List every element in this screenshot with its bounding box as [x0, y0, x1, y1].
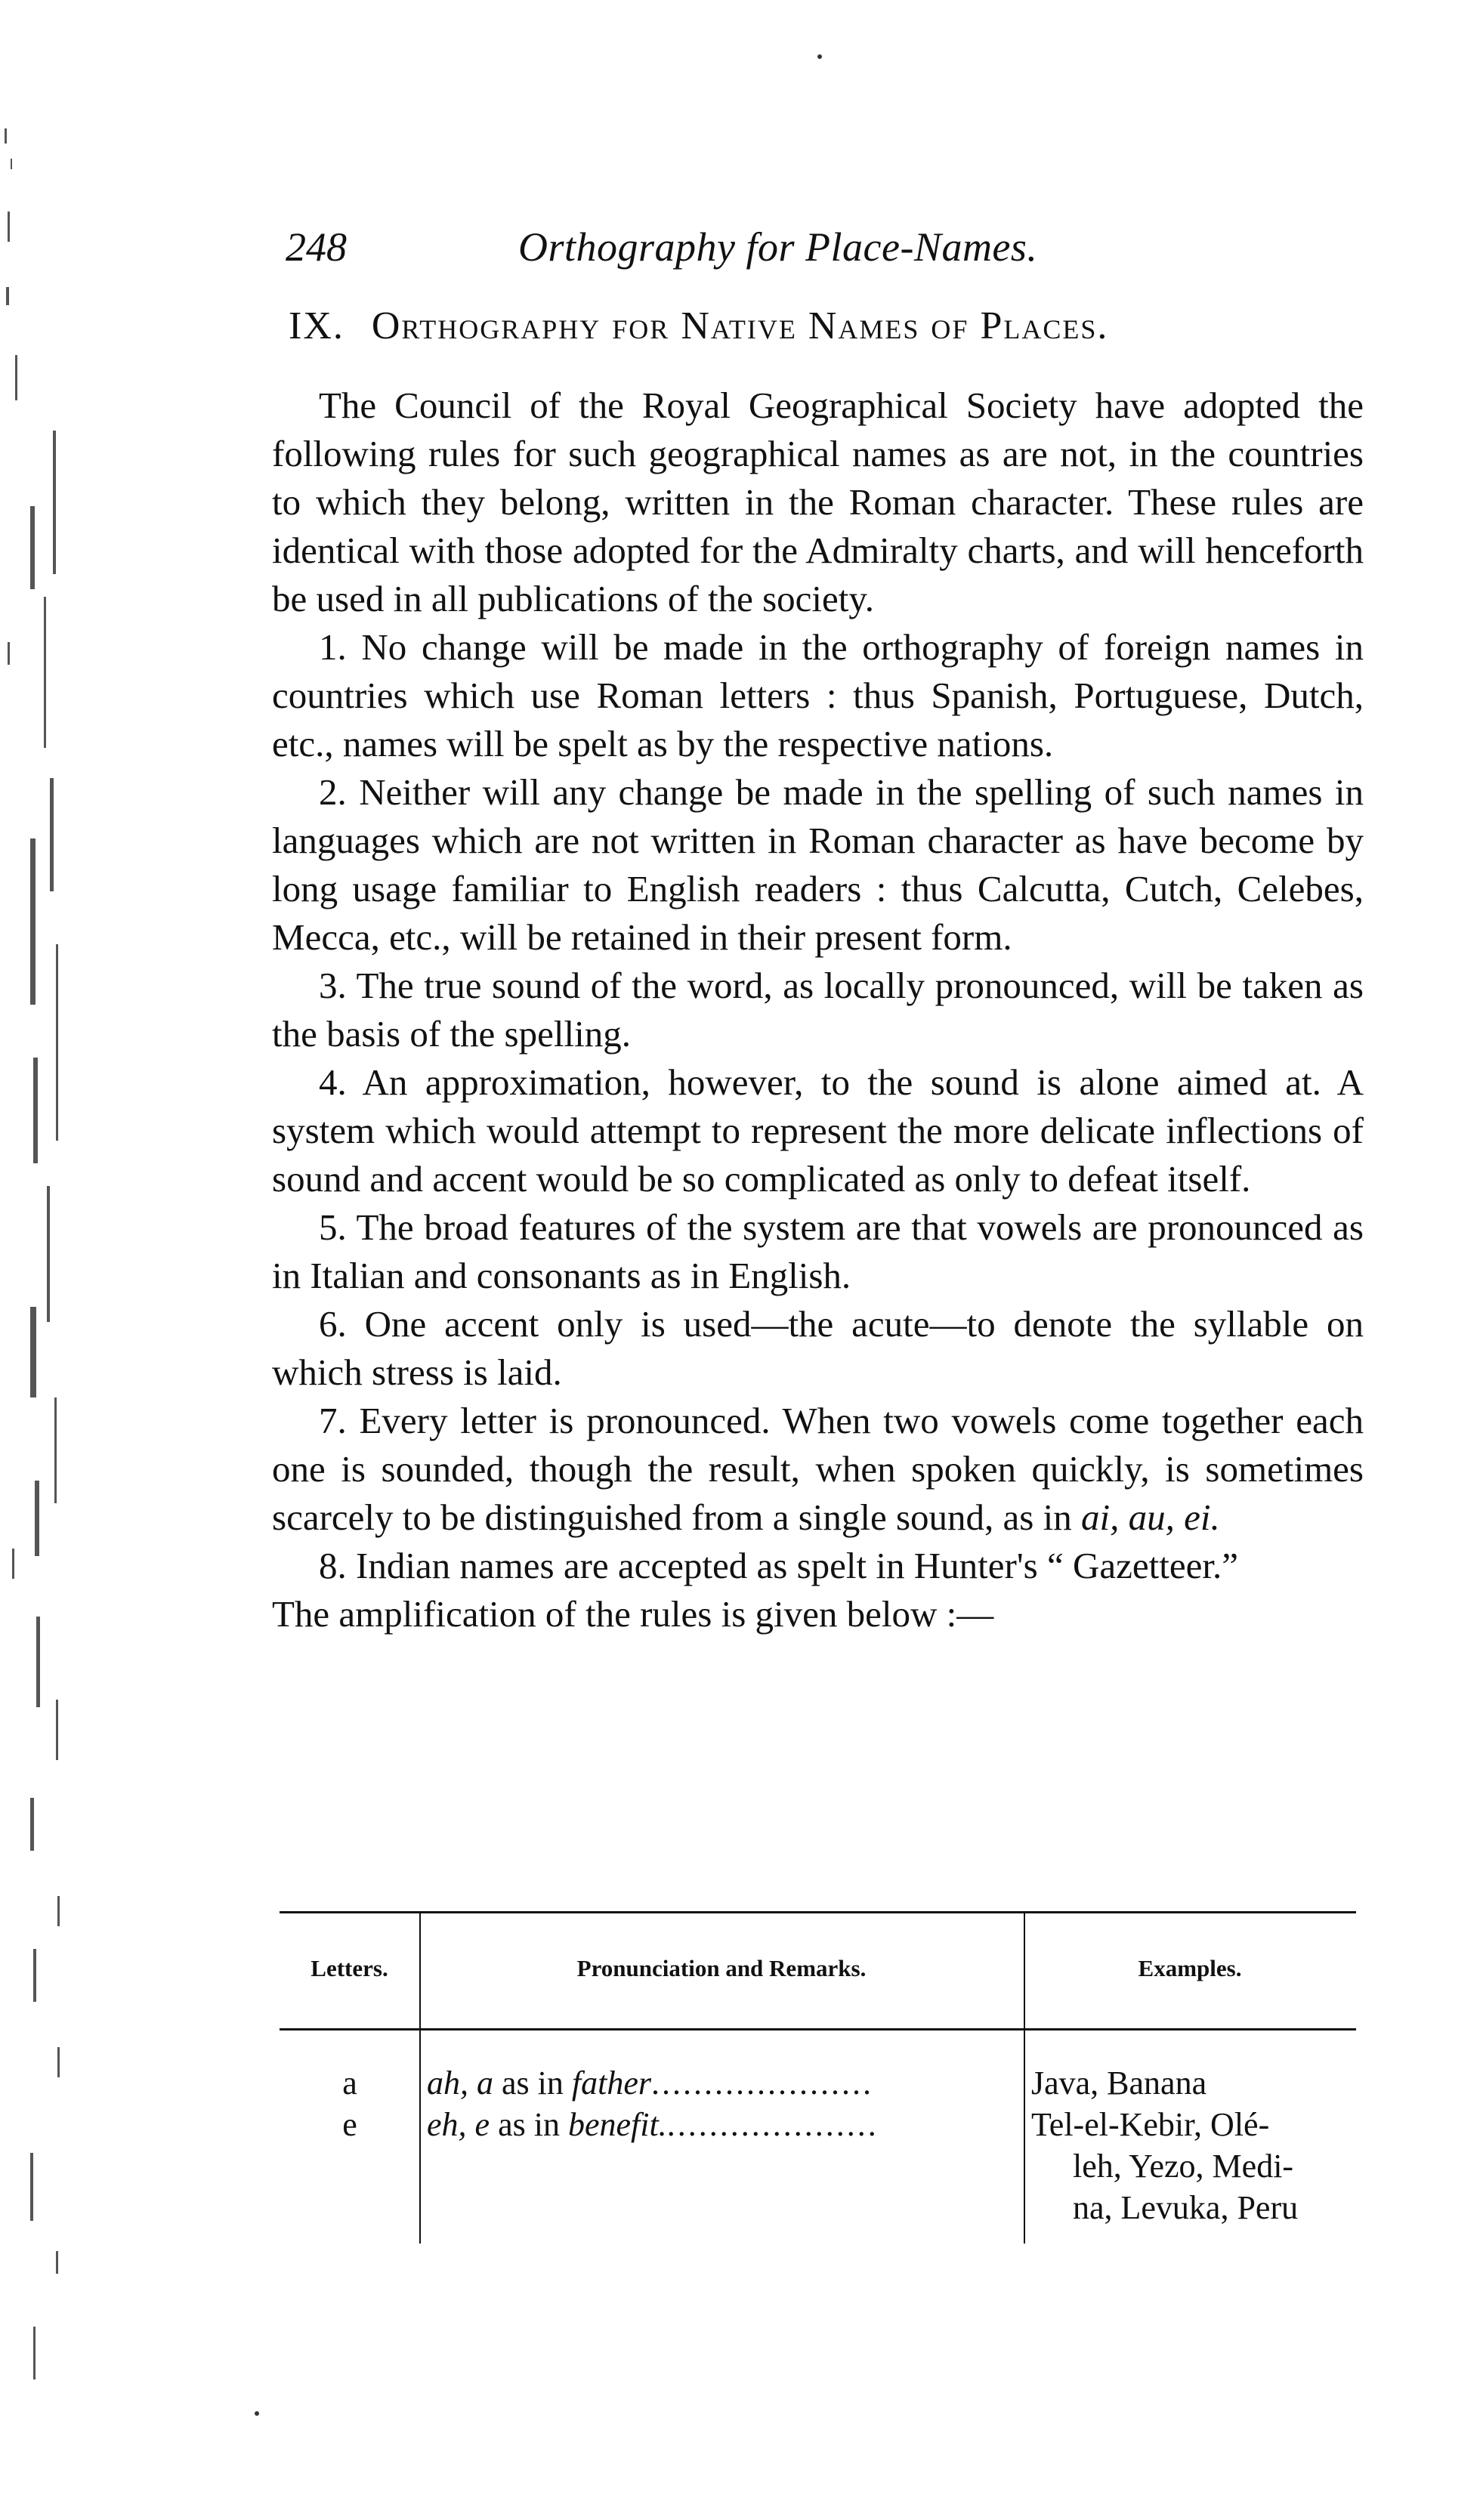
table-row-examples: Java, Banana: [1031, 2064, 1207, 2102]
header-pronunciation: Pronunciation and Remarks.: [576, 1955, 867, 1981]
rule-2-paragraph: 2. Neither will any change be made in the spelling of such names in languages which are not written in Roman character as have become by long usage familiar to English readers : thus Calcutta, Cutch, Celebes, Mecca, etc., will be retained in their present form.: [272, 771, 1364, 958]
table-row-letter: a: [342, 2064, 357, 2102]
rule-7-examples: ai, au, ei.: [1081, 1496, 1220, 1538]
rule-5-paragraph: 5. The broad features of the system are that vowels are pronounced as in Italian and consonants as in English.: [272, 1206, 1364, 1296]
as-in-text: as in: [498, 2106, 560, 2143]
rule-7-text: 7. Every letter is pronounced. When two vowels come together each one is sounded, though the result, when spoken quickly, is sometimes scarcely to be distinguished from a single sound, as in: [272, 1400, 1364, 1538]
section-title: Orthography for Native Names of Places.: [371, 304, 1109, 347]
rule-1-paragraph: 1. No change will be made in the orthography of foreign names in countries which use Roman letters : thus Spanish, Portuguese, Dutch, etc., names will be spelt as by the respective nations.: [272, 626, 1364, 764]
rule-6-paragraph: 6. One accent only is used—the acute—to denote the syllable on which stress is laid.: [272, 1303, 1364, 1393]
running-title: Orthography for Place-Names.: [518, 224, 1038, 270]
example-word: father: [571, 2064, 651, 2102]
table-row-examples: na, Levuka, Peru: [1073, 2189, 1299, 2226]
rule-8-paragraph: 8. Indian names are accepted as spelt in Hunter's “ Gazetteer.”: [319, 1545, 1238, 1586]
intro-paragraph: The Council of the Royal Geographical Society have adopted the following rules for such geographical names as are not, in the countries to which they belong, written in the Roman character. These rules are identical with those adopted for the Admiralty charts, and will henceforth be used in all publications of the society.: [272, 384, 1364, 619]
header-examples: Examples.: [1138, 1955, 1242, 1981]
header-letters: Letters.: [311, 1955, 388, 1981]
sound-text: ah, a: [427, 2064, 493, 2102]
table-row-pronunciation: ah, a as in father.....................: [427, 2064, 873, 2102]
page-number: 248: [286, 224, 347, 270]
as-in-text: as in: [502, 2064, 564, 2102]
table-row-examples: leh, Yezo, Medi-: [1073, 2148, 1294, 2185]
rule-3-paragraph: 3. The true sound of the word, as locally pronounced, will be taken as the basis of the spelling.: [272, 965, 1364, 1055]
table-row-pronunciation: eh, e as in benefit.....................: [427, 2106, 879, 2143]
table-row-letter: e: [342, 2106, 357, 2143]
example-word: benefit.: [567, 2106, 667, 2143]
rule-4-paragraph: 4. An approximation, however, to the sound is alone aimed at. A system which would attempt to represent the more delicate inflections of sound and accent would be so complicated as only to defeat itself.: [272, 1061, 1364, 1200]
table-row-examples: Tel-el-Kebir, Olé-: [1031, 2106, 1270, 2143]
sound-text: eh, e: [427, 2106, 490, 2143]
section-number: IX.: [289, 304, 344, 347]
amplification-line: The amplification of the rules is given below :—: [272, 1593, 994, 1635]
